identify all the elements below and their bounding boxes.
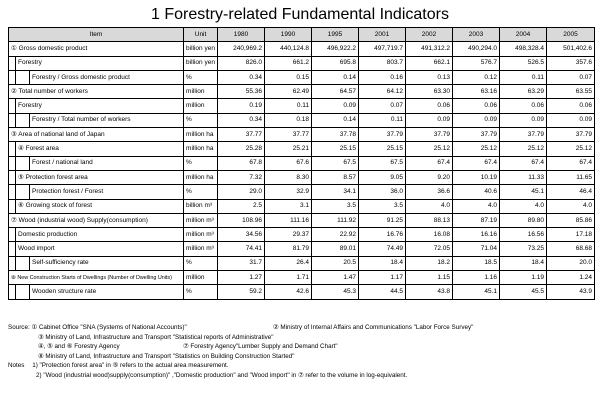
value-cell: 803.7 bbox=[359, 56, 406, 70]
unit-cell: million ha bbox=[184, 170, 218, 184]
indent-cell bbox=[9, 156, 16, 170]
value-cell: 74.49 bbox=[359, 242, 406, 256]
unit-cell: % bbox=[184, 185, 218, 199]
value-cell: 20.5 bbox=[312, 256, 359, 270]
value-cell: 34.1 bbox=[312, 185, 359, 199]
value-cell: 25.21 bbox=[265, 142, 312, 156]
row-label: Domestic production bbox=[16, 228, 184, 242]
indent-cell bbox=[16, 185, 30, 199]
value-cell: 440,124.8 bbox=[265, 42, 312, 56]
value-cell: 108.96 bbox=[218, 213, 265, 227]
value-cell: 36.0 bbox=[359, 185, 406, 199]
value-cell: 37.79 bbox=[453, 128, 500, 142]
table-row bbox=[9, 285, 595, 299]
value-cell: 18.5 bbox=[453, 256, 500, 270]
unit-cell: % bbox=[184, 156, 218, 170]
row-label: Protection forest / Forest bbox=[30, 185, 184, 199]
year-header: 2003 bbox=[453, 28, 500, 42]
value-cell: 25.15 bbox=[359, 142, 406, 156]
value-cell: 0.06 bbox=[500, 99, 547, 113]
row-label: ⑥ Growing stock of forest bbox=[16, 199, 184, 213]
indent-cell bbox=[16, 285, 30, 299]
source-item: ⑦ Forestry Agency"Lumber Supply and Demand Chart" bbox=[183, 343, 338, 350]
value-cell: 16.76 bbox=[359, 228, 406, 242]
unit-cell: million ha bbox=[184, 128, 218, 142]
indent-cell bbox=[9, 99, 16, 113]
value-cell: 64.57 bbox=[312, 85, 359, 99]
value-cell: 25.28 bbox=[218, 142, 265, 156]
value-cell: 490,294.0 bbox=[453, 42, 500, 56]
value-cell: 0.11 bbox=[500, 70, 547, 84]
value-cell: 111.16 bbox=[265, 213, 312, 227]
indent-cell bbox=[9, 170, 16, 184]
unit-cell: million m³ bbox=[184, 213, 218, 227]
value-cell: 89.01 bbox=[312, 242, 359, 256]
source-item: ④, ⑤ and ⑥ Forestry Agency bbox=[38, 343, 120, 350]
value-cell: 1.27 bbox=[218, 271, 265, 285]
value-cell: 43.9 bbox=[547, 285, 595, 299]
value-cell: 25.12 bbox=[500, 142, 547, 156]
value-cell: 63.55 bbox=[547, 85, 595, 99]
row-label: Forestry / Total number of workers bbox=[30, 113, 184, 127]
source-item: ⑧ Ministry of Land, Infrastructure and Transport "Statistics on Building Construction Started" bbox=[38, 352, 295, 360]
table-row bbox=[9, 42, 595, 56]
row-label: Wooden structure rate bbox=[30, 285, 184, 299]
value-cell: 25.12 bbox=[547, 142, 595, 156]
value-cell: 62.49 bbox=[265, 85, 312, 99]
unit-cell: billion yen bbox=[184, 56, 218, 70]
value-cell: 17.18 bbox=[547, 228, 595, 242]
unit-cell: % bbox=[184, 113, 218, 127]
value-cell: 71.04 bbox=[453, 242, 500, 256]
value-cell: 1.17 bbox=[359, 271, 406, 285]
source-line bbox=[8, 342, 598, 352]
note-item: 2) "Wood (industrial wood)supply(consumption)" ,"Domestic production" and "Wood import" in ⑦ refer to the volume in log-equivalent. bbox=[36, 371, 408, 379]
notes-lead: Notes bbox=[8, 362, 25, 369]
unit-cell: million m³ bbox=[184, 242, 218, 256]
value-cell: 0.19 bbox=[218, 99, 265, 113]
value-cell: 576.7 bbox=[453, 56, 500, 70]
value-cell: 34.56 bbox=[218, 228, 265, 242]
unit-header: Unit bbox=[184, 28, 218, 42]
row-label: ④ Forest area bbox=[16, 142, 184, 156]
note-item: 1) "Protection forest area" in ⑤ refers to the actual area measurement. bbox=[32, 362, 229, 369]
source-item: ① Cabinet Office "SNA (Systems of National Accounts)" bbox=[31, 324, 187, 331]
value-cell: 89.80 bbox=[500, 213, 547, 227]
value-cell: 10.19 bbox=[453, 170, 500, 184]
row-label: Wood import bbox=[16, 242, 184, 256]
source-line bbox=[8, 333, 598, 343]
value-cell: 0.11 bbox=[265, 99, 312, 113]
value-cell: 73.25 bbox=[500, 242, 547, 256]
note-line bbox=[8, 361, 598, 371]
value-cell: 36.6 bbox=[406, 185, 453, 199]
value-cell: 11.65 bbox=[547, 170, 595, 184]
value-cell: 1.47 bbox=[312, 271, 359, 285]
value-cell: 3.5 bbox=[359, 199, 406, 213]
source-line bbox=[8, 323, 598, 333]
unit-cell: % bbox=[184, 70, 218, 84]
value-cell: 0.06 bbox=[406, 99, 453, 113]
table-body bbox=[9, 42, 595, 299]
indent-cell bbox=[9, 142, 16, 156]
value-cell: 91.25 bbox=[359, 213, 406, 227]
notes-block bbox=[8, 323, 598, 380]
value-cell: 0.07 bbox=[359, 99, 406, 113]
year-header: 1995 bbox=[312, 28, 359, 42]
year-header: 1990 bbox=[265, 28, 312, 42]
value-cell: 63.30 bbox=[406, 85, 453, 99]
table-row bbox=[9, 156, 595, 170]
indent-cell bbox=[16, 113, 30, 127]
source-item: ③ Ministry of Land, Infrastructure and Transport "Statistical reports of Administrative" bbox=[38, 333, 274, 341]
indent-cell bbox=[9, 70, 16, 84]
value-cell: 16.16 bbox=[453, 228, 500, 242]
value-cell: 37.77 bbox=[265, 128, 312, 142]
table-row bbox=[9, 242, 595, 256]
value-cell: 16.56 bbox=[500, 228, 547, 242]
table-row bbox=[9, 185, 595, 199]
value-cell: 45.5 bbox=[500, 285, 547, 299]
value-cell: 85.86 bbox=[547, 213, 595, 227]
value-cell: 16.08 bbox=[406, 228, 453, 242]
table-row bbox=[9, 128, 595, 142]
value-cell: 43.8 bbox=[406, 285, 453, 299]
value-cell: 72.05 bbox=[406, 242, 453, 256]
value-cell: 44.5 bbox=[359, 285, 406, 299]
value-cell: 498,328.4 bbox=[500, 42, 547, 56]
row-label: ⑦ Wood (industrial wood) Supply(consumption) bbox=[9, 213, 184, 227]
value-cell: 9.05 bbox=[359, 170, 406, 184]
indent-cell bbox=[9, 113, 16, 127]
value-cell: 0.34 bbox=[218, 70, 265, 84]
value-cell: 25.12 bbox=[406, 142, 453, 156]
value-cell: 240,969.2 bbox=[218, 42, 265, 56]
unit-cell: million bbox=[184, 85, 218, 99]
value-cell: 8.57 bbox=[312, 170, 359, 184]
value-cell: 67.4 bbox=[547, 156, 595, 170]
table-row bbox=[9, 170, 595, 184]
indent-cell bbox=[9, 185, 16, 199]
row-label: ① Gross domestic product bbox=[9, 42, 184, 56]
value-cell: 111.92 bbox=[312, 213, 359, 227]
value-cell: 87.19 bbox=[453, 213, 500, 227]
value-cell: 25.12 bbox=[453, 142, 500, 156]
table-row bbox=[9, 99, 595, 113]
value-cell: 67.4 bbox=[453, 156, 500, 170]
table-row bbox=[9, 271, 595, 285]
value-cell: 37.78 bbox=[312, 128, 359, 142]
row-label: ⑧ New Construction Starts of Dwellings (Number of Dwelling Units) bbox=[9, 271, 184, 285]
unit-cell: million m³ bbox=[184, 228, 218, 242]
value-cell: 31.7 bbox=[218, 256, 265, 270]
value-cell: 29.37 bbox=[265, 228, 312, 242]
value-cell: 67.4 bbox=[500, 156, 547, 170]
value-cell: 29.0 bbox=[218, 185, 265, 199]
value-cell: 1.16 bbox=[453, 271, 500, 285]
value-cell: 67.8 bbox=[218, 156, 265, 170]
indent-cell bbox=[9, 199, 16, 213]
year-header: 2004 bbox=[500, 28, 547, 42]
value-cell: 0.34 bbox=[218, 113, 265, 127]
value-cell: 2.5 bbox=[218, 199, 265, 213]
value-cell: 501,402.6 bbox=[547, 42, 595, 56]
value-cell: 32.9 bbox=[265, 185, 312, 199]
value-cell: 18.2 bbox=[406, 256, 453, 270]
row-label: Forestry bbox=[16, 99, 184, 113]
value-cell: 37.79 bbox=[359, 128, 406, 142]
value-cell: 0.07 bbox=[547, 70, 595, 84]
unit-cell: billion yen bbox=[184, 42, 218, 56]
value-cell: 46.4 bbox=[547, 185, 595, 199]
year-header: 2005 bbox=[547, 28, 595, 42]
value-cell: 4.0 bbox=[500, 199, 547, 213]
unit-cell: million bbox=[184, 271, 218, 285]
value-cell: 3.1 bbox=[265, 199, 312, 213]
value-cell: 0.14 bbox=[312, 113, 359, 127]
year-header: 1980 bbox=[218, 28, 265, 42]
value-cell: 37.79 bbox=[547, 128, 595, 142]
value-cell: 55.36 bbox=[218, 85, 265, 99]
value-cell: 491,312.2 bbox=[406, 42, 453, 56]
value-cell: 497,719.7 bbox=[359, 42, 406, 56]
indent-cell bbox=[16, 70, 30, 84]
table-row bbox=[9, 70, 595, 84]
source-line bbox=[8, 352, 598, 362]
note-line bbox=[8, 371, 598, 381]
row-label: ③ Area of national land of Japan bbox=[9, 128, 184, 142]
table-row bbox=[9, 85, 595, 99]
value-cell: 496,922.2 bbox=[312, 42, 359, 56]
value-cell: 0.09 bbox=[312, 99, 359, 113]
value-cell: 4.0 bbox=[547, 199, 595, 213]
row-label: Forestry bbox=[16, 56, 184, 70]
indent-cell bbox=[9, 285, 16, 299]
source-colon: : bbox=[27, 324, 30, 331]
value-cell: 0.06 bbox=[547, 99, 595, 113]
value-cell: 18.4 bbox=[500, 256, 547, 270]
indent-cell bbox=[9, 56, 16, 70]
unit-cell: % bbox=[184, 256, 218, 270]
value-cell: 526.5 bbox=[500, 56, 547, 70]
value-cell: 1.24 bbox=[547, 271, 595, 285]
value-cell: 0.09 bbox=[500, 113, 547, 127]
value-cell: 826.0 bbox=[218, 56, 265, 70]
value-cell: 11.33 bbox=[500, 170, 547, 184]
value-cell: 8.30 bbox=[265, 170, 312, 184]
indent-cell bbox=[9, 256, 16, 270]
value-cell: 37.77 bbox=[218, 128, 265, 142]
value-cell: 0.15 bbox=[265, 70, 312, 84]
value-cell: 0.16 bbox=[359, 70, 406, 84]
unit-cell: billion m³ bbox=[184, 199, 218, 213]
row-label: ⑤ Protection forest area bbox=[16, 170, 184, 184]
indent-cell bbox=[9, 228, 16, 242]
value-cell: 9.20 bbox=[406, 170, 453, 184]
row-label: ② Total number of workers bbox=[9, 85, 184, 99]
value-cell: 20.0 bbox=[547, 256, 595, 270]
value-cell: 63.16 bbox=[453, 85, 500, 99]
year-header: 2002 bbox=[406, 28, 453, 42]
value-cell: 37.79 bbox=[500, 128, 547, 142]
table-row bbox=[9, 142, 595, 156]
value-cell: 26.4 bbox=[265, 256, 312, 270]
row-label: Self-sufficiency rate bbox=[30, 256, 184, 270]
value-cell: 37.79 bbox=[406, 128, 453, 142]
value-cell: 3.5 bbox=[312, 199, 359, 213]
value-cell: 42.6 bbox=[265, 285, 312, 299]
value-cell: 63.29 bbox=[500, 85, 547, 99]
source-lead: Source bbox=[8, 324, 28, 331]
year-header: 2001 bbox=[359, 28, 406, 42]
value-cell: 68.68 bbox=[547, 242, 595, 256]
value-cell: 88.13 bbox=[406, 213, 453, 227]
value-cell: 45.1 bbox=[453, 285, 500, 299]
value-cell: 1.19 bbox=[500, 271, 547, 285]
value-cell: 0.11 bbox=[359, 113, 406, 127]
table-row bbox=[9, 56, 595, 70]
indent-cell bbox=[16, 156, 30, 170]
value-cell: 74.41 bbox=[218, 242, 265, 256]
table-row bbox=[9, 228, 595, 242]
table-row bbox=[9, 213, 595, 227]
value-cell: 67.5 bbox=[312, 156, 359, 170]
value-cell: 662.1 bbox=[406, 56, 453, 70]
value-cell: 661.2 bbox=[265, 56, 312, 70]
value-cell: 25.15 bbox=[312, 142, 359, 156]
row-label: Forest / national land bbox=[30, 156, 184, 170]
value-cell: 0.09 bbox=[547, 113, 595, 127]
value-cell: 0.09 bbox=[406, 113, 453, 127]
unit-cell: million bbox=[184, 99, 218, 113]
value-cell: 67.5 bbox=[359, 156, 406, 170]
value-cell: 45.1 bbox=[500, 185, 547, 199]
value-cell: 67.4 bbox=[406, 156, 453, 170]
value-cell: 67.6 bbox=[265, 156, 312, 170]
value-cell: 22.92 bbox=[312, 228, 359, 242]
value-cell: 40.6 bbox=[453, 185, 500, 199]
value-cell: 0.09 bbox=[453, 113, 500, 127]
value-cell: 4.0 bbox=[453, 199, 500, 213]
value-cell: 357.6 bbox=[547, 56, 595, 70]
unit-cell: million ha bbox=[184, 142, 218, 156]
value-cell: 59.2 bbox=[218, 285, 265, 299]
value-cell: 0.18 bbox=[265, 113, 312, 127]
indent-cell bbox=[16, 256, 30, 270]
value-cell: 4.0 bbox=[406, 199, 453, 213]
value-cell: 0.13 bbox=[406, 70, 453, 84]
indicators-table bbox=[8, 27, 595, 300]
source-item: ② Ministry of Internal Affairs and Communications "Labor Force Survey" bbox=[273, 324, 474, 331]
value-cell: 695.8 bbox=[312, 56, 359, 70]
item-header: Item bbox=[9, 28, 184, 42]
table-row bbox=[9, 113, 595, 127]
value-cell: 1.71 bbox=[265, 271, 312, 285]
value-cell: 64.12 bbox=[359, 85, 406, 99]
page-title: 1 Forestry-related Fundamental Indicators bbox=[151, 6, 449, 23]
unit-cell: % bbox=[184, 285, 218, 299]
table-row bbox=[9, 199, 595, 213]
header-row bbox=[9, 28, 595, 42]
value-cell: 7.32 bbox=[218, 170, 265, 184]
value-cell: 0.12 bbox=[453, 70, 500, 84]
value-cell: 0.06 bbox=[453, 99, 500, 113]
row-label: Forestry / Gross domestic product bbox=[30, 70, 184, 84]
value-cell: 81.79 bbox=[265, 242, 312, 256]
value-cell: 45.3 bbox=[312, 285, 359, 299]
table-row bbox=[9, 256, 595, 270]
value-cell: 1.15 bbox=[406, 271, 453, 285]
indent-cell bbox=[9, 242, 16, 256]
value-cell: 18.4 bbox=[359, 256, 406, 270]
value-cell: 0.14 bbox=[312, 70, 359, 84]
